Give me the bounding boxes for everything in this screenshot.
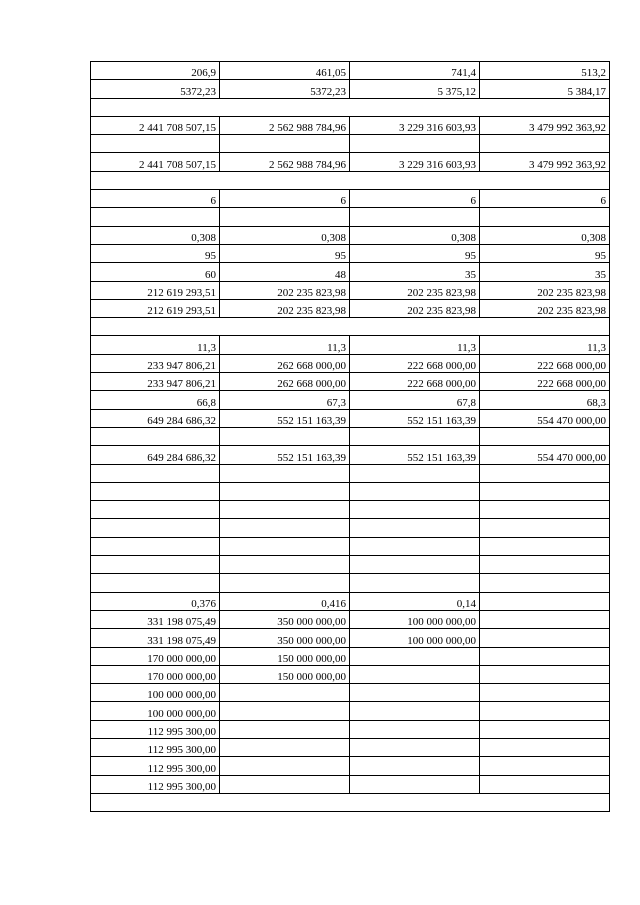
table-cell: 212 619 293,51 [91, 299, 220, 317]
table-row [91, 244, 610, 262]
table-row [91, 373, 610, 391]
table-cell: 202 235 823,98 [480, 299, 610, 317]
table-cell [91, 482, 220, 500]
table-row [91, 574, 610, 592]
table-cell [220, 464, 350, 482]
table-cell: 95 [480, 244, 610, 262]
table-row [91, 446, 610, 464]
table-cell: 461,05 [220, 62, 350, 80]
table-cell [350, 574, 480, 592]
table-cell: 0,308 [220, 226, 350, 244]
table-spacer-cell [91, 98, 610, 116]
table-row [91, 116, 610, 134]
table-row [91, 336, 610, 354]
table-row [91, 62, 610, 80]
table-cell: 554 470 000,00 [480, 409, 610, 427]
table-cell: 100 000 000,00 [91, 684, 220, 702]
table-row [91, 501, 610, 519]
table-cell [480, 738, 610, 756]
table-cell [220, 519, 350, 537]
table-cell: 350 000 000,00 [220, 629, 350, 647]
table-cell: 262 668 000,00 [220, 354, 350, 372]
table-row [91, 738, 610, 756]
table-cell: 649 284 686,32 [91, 409, 220, 427]
table-cell [350, 537, 480, 555]
table-row [91, 318, 610, 336]
table-cell: 741,4 [350, 62, 480, 80]
table-cell: 11,3 [350, 336, 480, 354]
table-cell: 68,3 [480, 391, 610, 409]
table-cell: 2 562 988 784,96 [220, 116, 350, 134]
table-row [91, 537, 610, 555]
table-row [91, 299, 610, 317]
table-row [91, 98, 610, 116]
table-cell: 5372,23 [220, 80, 350, 98]
table-cell: 513,2 [480, 62, 610, 80]
table-cell [480, 464, 610, 482]
table-cell: 649 284 686,32 [91, 446, 220, 464]
table-cell [220, 208, 350, 226]
table-cell: 202 235 823,98 [350, 299, 480, 317]
table-cell [480, 556, 610, 574]
table-cell: 202 235 823,98 [350, 281, 480, 299]
table-cell [91, 427, 220, 445]
table-cell: 331 198 075,49 [91, 610, 220, 628]
table-cell [480, 574, 610, 592]
table-cell [220, 135, 350, 153]
table-cell [350, 702, 480, 720]
table-row [91, 757, 610, 775]
table-cell [480, 757, 610, 775]
table-cell [350, 738, 480, 756]
table-row [91, 720, 610, 738]
table-cell: 233 947 806,21 [91, 373, 220, 391]
table-cell [480, 720, 610, 738]
table-cell [480, 519, 610, 537]
table-cell [91, 519, 220, 537]
table-cell: 331 198 075,49 [91, 629, 220, 647]
table-cell: 202 235 823,98 [480, 281, 610, 299]
data-table-body [91, 62, 610, 812]
table-cell: 552 151 163,39 [350, 409, 480, 427]
table-cell: 202 235 823,98 [220, 281, 350, 299]
table-cell: 3 479 992 363,92 [480, 153, 610, 171]
table-cell: 170 000 000,00 [91, 665, 220, 683]
table-row [91, 153, 610, 171]
table-row [91, 519, 610, 537]
table-cell: 11,3 [91, 336, 220, 354]
table-row [91, 171, 610, 189]
table-cell: 233 947 806,21 [91, 354, 220, 372]
table-cell [480, 135, 610, 153]
table-cell [350, 775, 480, 793]
table-cell [220, 574, 350, 592]
table-cell [220, 482, 350, 500]
table-cell [91, 501, 220, 519]
table-cell [350, 464, 480, 482]
table-cell: 95 [91, 244, 220, 262]
table-cell: 0,308 [350, 226, 480, 244]
table-cell [91, 574, 220, 592]
table-cell: 67,8 [350, 391, 480, 409]
table-row [91, 647, 610, 665]
table-cell [480, 501, 610, 519]
table-cell: 60 [91, 263, 220, 281]
table-cell: 100 000 000,00 [350, 610, 480, 628]
table-cell: 112 995 300,00 [91, 720, 220, 738]
table-cell: 6 [480, 190, 610, 208]
table-cell: 3 479 992 363,92 [480, 116, 610, 134]
table-cell: 6 [350, 190, 480, 208]
table-cell: 35 [480, 263, 610, 281]
table-cell [480, 482, 610, 500]
table-cell [480, 684, 610, 702]
table-cell: 95 [220, 244, 350, 262]
table-cell: 6 [220, 190, 350, 208]
table-cell [220, 556, 350, 574]
table-row [91, 702, 610, 720]
table-row [91, 281, 610, 299]
table-cell [480, 537, 610, 555]
table-row [91, 427, 610, 445]
table-row [91, 135, 610, 153]
table-cell: 170 000 000,00 [91, 647, 220, 665]
table-cell [480, 665, 610, 683]
table-row [91, 629, 610, 647]
table-cell: 11,3 [220, 336, 350, 354]
table-cell [91, 537, 220, 555]
table-cell: 552 151 163,39 [220, 446, 350, 464]
table-cell [220, 702, 350, 720]
table-cell: 554 470 000,00 [480, 446, 610, 464]
table-cell [480, 610, 610, 628]
table-cell [350, 665, 480, 683]
table-cell: 222 668 000,00 [480, 354, 610, 372]
table-cell [220, 720, 350, 738]
table-cell [350, 647, 480, 665]
table-cell: 150 000 000,00 [220, 647, 350, 665]
table-row [91, 793, 610, 811]
table-cell [350, 482, 480, 500]
table-row [91, 592, 610, 610]
table-cell: 0,308 [91, 226, 220, 244]
table-row [91, 482, 610, 500]
table-cell: 3 229 316 603,93 [350, 153, 480, 171]
table-cell: 222 668 000,00 [350, 354, 480, 372]
table-cell: 0,376 [91, 592, 220, 610]
table-cell [91, 556, 220, 574]
table-cell: 222 668 000,00 [480, 373, 610, 391]
table-cell [480, 427, 610, 445]
table-cell [350, 684, 480, 702]
table-cell [220, 738, 350, 756]
table-cell: 5 384,17 [480, 80, 610, 98]
table-cell [220, 684, 350, 702]
table-cell: 552 151 163,39 [350, 446, 480, 464]
table-cell [480, 208, 610, 226]
table-row [91, 354, 610, 372]
table-cell: 11,3 [480, 336, 610, 354]
table-cell: 112 995 300,00 [91, 775, 220, 793]
table-cell [350, 757, 480, 775]
table-row [91, 80, 610, 98]
table-cell [480, 629, 610, 647]
table-cell [480, 775, 610, 793]
table-row [91, 263, 610, 281]
table-cell [350, 556, 480, 574]
table-cell [220, 501, 350, 519]
table-cell [350, 208, 480, 226]
table-cell [350, 519, 480, 537]
table-spacer-cell [91, 171, 610, 189]
table-row [91, 665, 610, 683]
table-cell [220, 775, 350, 793]
table-cell [220, 427, 350, 445]
table-cell: 6 [91, 190, 220, 208]
table-cell: 0,14 [350, 592, 480, 610]
table-row [91, 409, 610, 427]
table-cell: 552 151 163,39 [220, 409, 350, 427]
table-cell: 112 995 300,00 [91, 757, 220, 775]
table-cell: 5 375,12 [350, 80, 480, 98]
table-row [91, 684, 610, 702]
table-row [91, 610, 610, 628]
table-cell [350, 135, 480, 153]
table-cell [91, 464, 220, 482]
table-cell: 2 441 708 507,15 [91, 116, 220, 134]
table-cell: 262 668 000,00 [220, 373, 350, 391]
table-row [91, 190, 610, 208]
table-cell: 2 562 988 784,96 [220, 153, 350, 171]
table-cell: 100 000 000,00 [91, 702, 220, 720]
table-row [91, 775, 610, 793]
table-cell: 2 441 708 507,15 [91, 153, 220, 171]
table-cell: 0,308 [480, 226, 610, 244]
table-cell: 206,9 [91, 62, 220, 80]
table-spacer-cell [91, 793, 610, 811]
table-cell: 67,3 [220, 391, 350, 409]
table-cell [480, 647, 610, 665]
table-cell [350, 427, 480, 445]
table-cell: 212 619 293,51 [91, 281, 220, 299]
table-cell [220, 537, 350, 555]
table-row [91, 556, 610, 574]
table-cell: 0,416 [220, 592, 350, 610]
table-cell: 100 000 000,00 [350, 629, 480, 647]
table-row [91, 391, 610, 409]
table-cell [480, 702, 610, 720]
table-cell [480, 592, 610, 610]
table-cell: 202 235 823,98 [220, 299, 350, 317]
table-cell [220, 757, 350, 775]
table-cell: 95 [350, 244, 480, 262]
table-cell [350, 501, 480, 519]
table-cell [350, 720, 480, 738]
table-cell: 35 [350, 263, 480, 281]
table-cell [91, 208, 220, 226]
table-spacer-cell [91, 318, 610, 336]
table-cell: 48 [220, 263, 350, 281]
table-cell: 5372,23 [91, 80, 220, 98]
table-cell: 150 000 000,00 [220, 665, 350, 683]
table-row [91, 464, 610, 482]
table-row [91, 208, 610, 226]
table-cell: 3 229 316 603,93 [350, 116, 480, 134]
table-cell: 350 000 000,00 [220, 610, 350, 628]
data-table [90, 61, 610, 812]
table-cell [91, 135, 220, 153]
table-cell: 222 668 000,00 [350, 373, 480, 391]
table-cell: 112 995 300,00 [91, 738, 220, 756]
table-row [91, 226, 610, 244]
table-cell: 66,8 [91, 391, 220, 409]
